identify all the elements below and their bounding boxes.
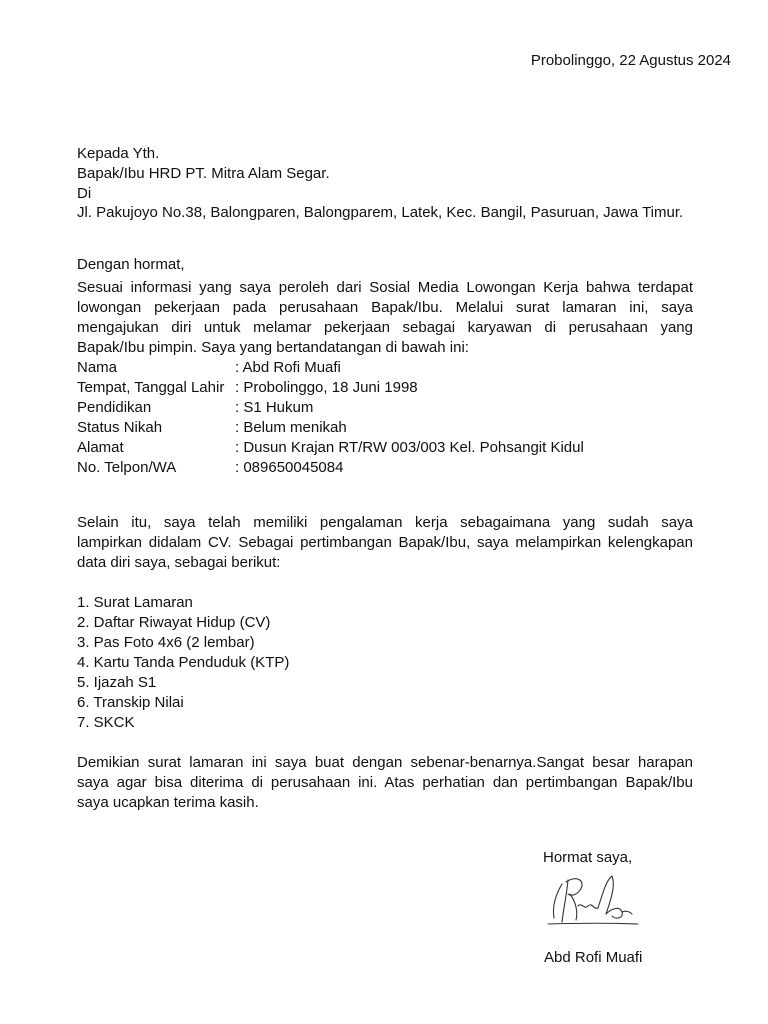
recipient-name: Bapak/Ibu HRD PT. Mitra Alam Segar.	[77, 165, 330, 182]
closing-paragraph	[77, 753, 693, 813]
identity-value: : S1 Hukum	[235, 399, 314, 416]
identity-value: : Belum menikah	[235, 419, 347, 436]
identity-label: Status Nikah	[77, 419, 163, 436]
identity-value: : Abd Rofi Muafi	[235, 359, 341, 376]
identity-label: No. Telpon/WA	[77, 459, 177, 476]
intro-paragraph	[77, 278, 693, 358]
place-date: Probolinggo, 22 Agustus 2024	[530, 52, 731, 69]
identity-row-nama	[77, 358, 677, 378]
identity-label: Tempat, Tanggal Lahir	[77, 379, 225, 396]
closing-line: saya agar bisa diterima di perusahaan ini. Atas perhatian dan pertimbangan Bapak/Ibu	[77, 774, 693, 791]
signature-image	[540, 866, 650, 936]
identity-row-status	[77, 418, 677, 438]
sign-off: Hormat saya,	[543, 849, 633, 866]
intro-line: Bapak/Ibu pimpin. Saya yang bertandatangan di bawah ini:	[77, 339, 469, 356]
closing-line: Demikian surat lamaran ini saya buat dengan sebenar-benarnya.Sangat besar harapan	[77, 754, 693, 771]
closing-line: saya ucapkan terima kasih.	[77, 794, 259, 811]
list-item: 2. Daftar Riwayat Hidup (CV)	[77, 614, 271, 631]
recipient-di: Di	[77, 185, 92, 202]
identity-row-alamat	[77, 438, 677, 458]
list-item: 4. Kartu Tanda Penduduk (KTP)	[77, 654, 290, 671]
identity-label: Pendidikan	[77, 399, 152, 416]
list-item: 1. Surat Lamaran	[77, 594, 193, 611]
identity-row-ttl	[77, 378, 677, 398]
recipient-salutation: Kepada Yth.	[77, 145, 160, 162]
identity-value: : 089650045084	[235, 459, 344, 476]
experience-line: lampirkan didalam CV. Sebagai pertimbangan Bapak/Ibu, saya melampirkan kelengkapan	[77, 534, 693, 551]
experience-line: Selain itu, saya telah memiliki pengalaman kerja sebagaimana yang sudah saya	[77, 514, 693, 531]
experience-paragraph	[77, 513, 693, 573]
attachment-list	[77, 593, 289, 733]
greeting: Dengan hormat,	[77, 256, 185, 273]
list-item: 7. SKCK	[77, 714, 135, 731]
identity-table	[77, 358, 677, 478]
identity-label: Nama	[77, 359, 118, 376]
identity-label: Alamat	[77, 439, 124, 456]
identity-row-pendidikan	[77, 398, 677, 418]
identity-row-telpon	[77, 458, 677, 478]
identity-value: : Dusun Krajan RT/RW 003/003 Kel. Pohsangit Kidul	[235, 439, 584, 456]
list-item: 3. Pas Foto 4x6 (2 lembar)	[77, 634, 255, 651]
signer-name: Abd Rofi Muafi	[544, 949, 643, 966]
recipient-address: Jl. Pakujoyo No.38, Balongparen, Balongparem, Latek, Kec. Bangil, Pasuruan, Jawa Timur.	[77, 204, 684, 221]
experience-line: data diri saya, sebagai berikut:	[77, 554, 281, 571]
identity-value: : Probolinggo, 18 Juni 1998	[235, 379, 418, 396]
intro-line: mengajukan diri untuk melamar pekerjaan sebagai karyawan di perusahaan yang	[77, 319, 693, 336]
list-item: 6. Transkip Nilai	[77, 694, 184, 711]
intro-line: lowongan pekerjaan pada perusahaan Bapak/Ibu. Melalui surat lamaran ini, saya	[77, 299, 693, 316]
list-item: 5. Ijazah S1	[77, 674, 157, 691]
intro-line: Sesuai informasi yang saya peroleh dari Sosial Media Lowongan Kerja bahwa terdapat	[77, 279, 693, 296]
